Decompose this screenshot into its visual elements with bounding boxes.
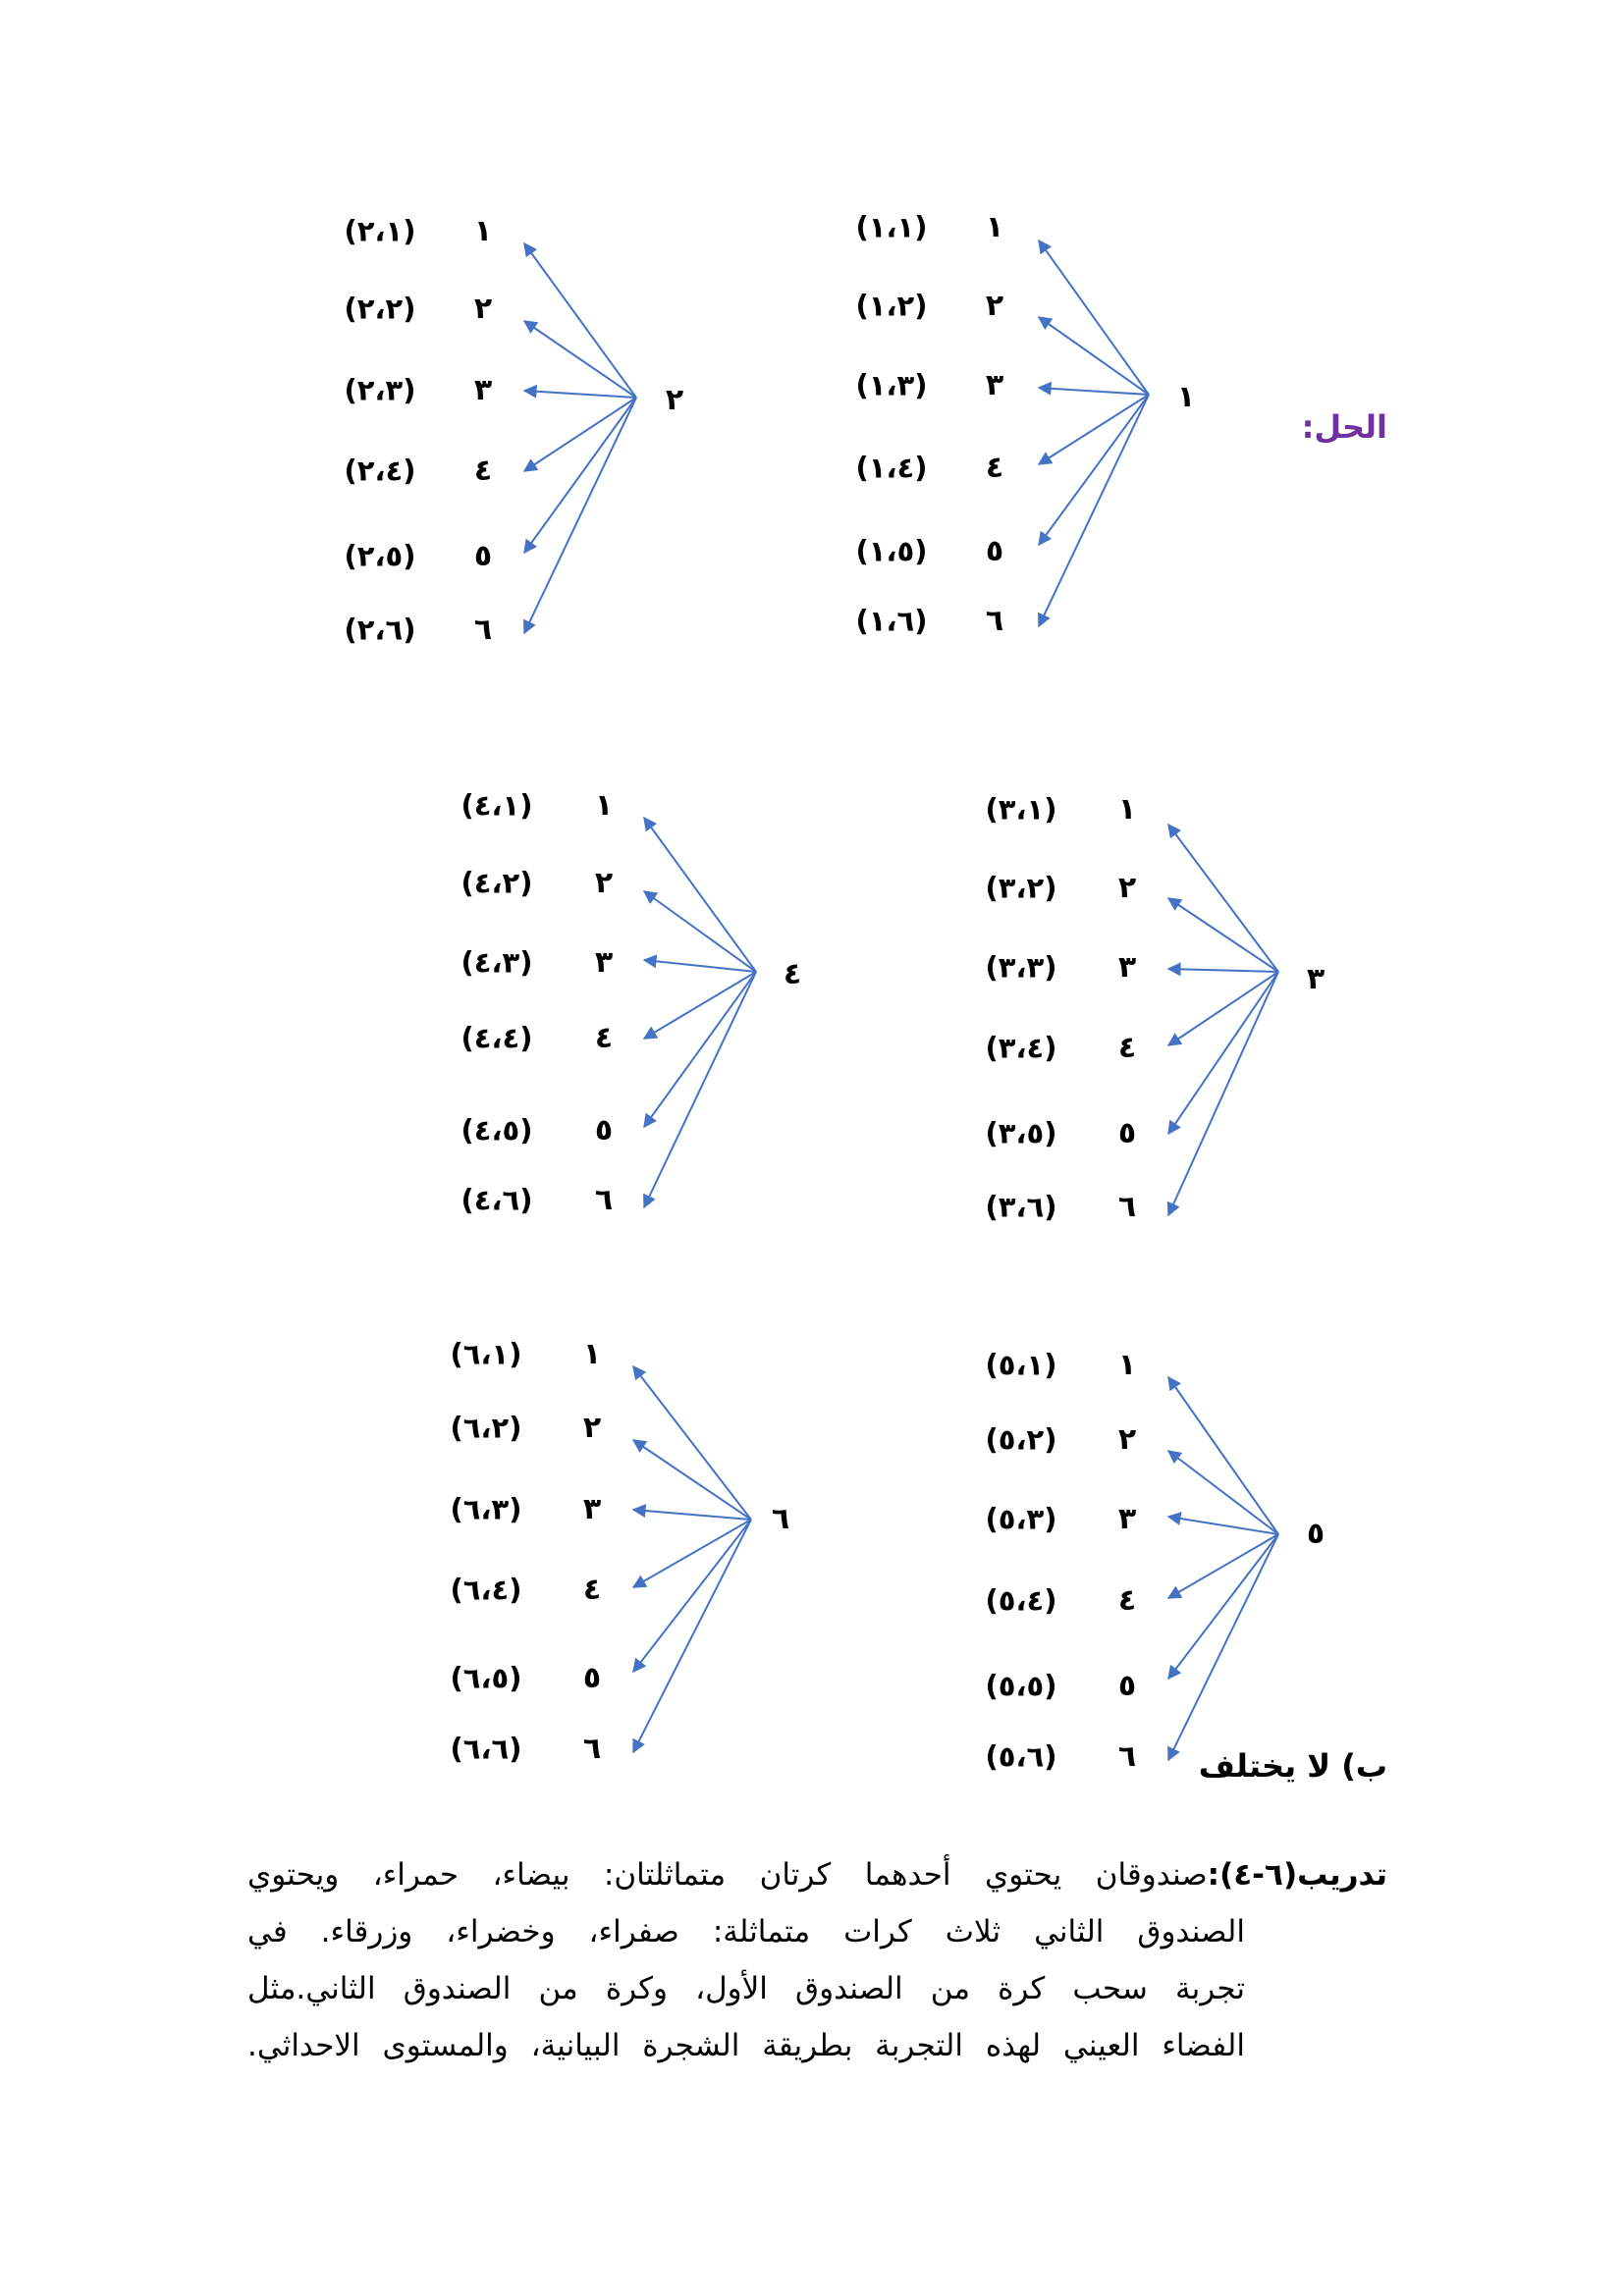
leaf-label: ٣ <box>985 368 1004 402</box>
outcome-pair: (٢،٢) <box>344 292 416 326</box>
outcome-pair: (٦،١) <box>450 1337 522 1371</box>
outcome-pair: (٢،٥) <box>344 539 416 573</box>
tree-4-arrow-5 <box>644 972 756 1127</box>
leaf-label: ٢ <box>1117 871 1137 905</box>
outcome-pair: (٥،٣) <box>985 1502 1057 1536</box>
outcome-pair: (٢،٤) <box>344 454 416 488</box>
leaf-label: ٣ <box>582 1492 602 1526</box>
tree-root: ٦ <box>771 1502 790 1536</box>
leaf-label: ٢ <box>985 289 1004 323</box>
outcome-pair: (٢،٦) <box>344 613 416 647</box>
exercise-line-2: الصندوق الثاني ثلاث كرات متماثلة: صفراء، وخضراء، وزرقاء. في <box>247 1914 1245 1949</box>
leaf-label: ٦ <box>594 1183 614 1217</box>
outcome-pair: (١،١) <box>855 210 928 244</box>
exercise-text: صندوقان يحتوي أحدهما كرتان متماثلتان: بيضاء، حمراء، ويحتوي <box>247 1857 1208 1893</box>
outcome-pair: (١،٤) <box>855 451 928 485</box>
leaf-label: ٤ <box>582 1573 602 1607</box>
outcome-pair: (٣،٦) <box>985 1190 1057 1224</box>
leaf-label: ٣ <box>1117 1502 1137 1536</box>
leaf-label: ٥ <box>594 1113 614 1148</box>
solution-label: الحل: <box>1301 408 1387 446</box>
leaf-label: ٤ <box>1117 1583 1137 1618</box>
outcome-pair: (١،٣) <box>855 368 928 402</box>
outcome-pair: (٤،٢) <box>460 866 533 900</box>
leaf-label: ٦ <box>1117 1190 1137 1224</box>
outcome-pair: (٥،٤) <box>985 1583 1057 1618</box>
tree-1-arrow-2 <box>1039 317 1149 395</box>
tree-2-arrow-1 <box>524 243 636 398</box>
leaf-label: ١ <box>582 1337 602 1371</box>
tree-3-arrow-2 <box>1168 898 1278 972</box>
outcome-pair: (٣،٢) <box>985 871 1057 905</box>
outcome-pair: (٥،٦) <box>985 1739 1057 1774</box>
tree-root: ٥ <box>1306 1517 1325 1551</box>
tree-5-arrow-1 <box>1168 1377 1278 1534</box>
leaf-label: ٥ <box>1117 1669 1137 1703</box>
tree-root: ٢ <box>665 383 684 417</box>
outcome-pair: (٢،٣) <box>344 373 416 407</box>
leaf-label: ٢ <box>473 292 493 326</box>
outcome-pair: (٢،١) <box>344 214 416 248</box>
tree-5-arrow-5 <box>1168 1534 1278 1679</box>
exercise-line-3: تجربة سحب كرة من الصندوق الأول، وكرة من الصندوق الثاني.مثل <box>247 1971 1245 2006</box>
tree-5-arrow-3 <box>1168 1517 1278 1534</box>
outcome-pair: (٤،٣) <box>460 945 533 980</box>
leaf-label: ٢ <box>1117 1422 1137 1457</box>
leaf-label: ٢ <box>582 1411 602 1445</box>
tree-4-arrow-1 <box>644 818 756 972</box>
leaf-label: ٥ <box>1117 1116 1137 1150</box>
tree-6-arrow-3 <box>633 1510 751 1520</box>
tree-6-arrow-5 <box>633 1520 751 1672</box>
outcome-pair: (١،٢) <box>855 289 928 323</box>
outcome-pair: (٣،٤) <box>985 1031 1057 1065</box>
outcome-pair: (٥،١) <box>985 1348 1057 1382</box>
tree-root: ٤ <box>783 957 802 991</box>
leaf-label: ١ <box>594 788 614 823</box>
tree-5-arrow-2 <box>1168 1451 1278 1534</box>
outcome-pair: (٤،٦) <box>460 1183 533 1217</box>
tree-3-arrow-5 <box>1168 972 1278 1134</box>
tree-4-arrow-3 <box>644 960 756 972</box>
exercise-title: تدريب(٦-٤): <box>1207 1857 1387 1893</box>
leaf-label: ١ <box>1117 1348 1137 1382</box>
tree-2-arrow-6 <box>524 398 636 633</box>
tree-1-arrow-1 <box>1039 240 1149 395</box>
tree-2-arrow-3 <box>524 391 636 398</box>
leaf-label: ٥ <box>985 534 1004 568</box>
outcome-pair: (٣،١) <box>985 792 1057 827</box>
leaf-label: ٤ <box>1117 1031 1137 1065</box>
exercise-line-4: الفضاء العيني لهذه التجربة بطريقة الشجرة البيانية، والمستوى الاحداثي. <box>247 2028 1245 2063</box>
exercise-line-1 <box>247 1846 1387 1903</box>
leaf-label: ٦ <box>1117 1739 1137 1774</box>
tree-3-arrow-1 <box>1168 825 1278 972</box>
tree-4-arrow-2 <box>644 891 756 972</box>
leaf-label: ١ <box>473 214 493 248</box>
leaf-label: ٦ <box>473 613 493 647</box>
leaf-label: ٣ <box>473 373 493 407</box>
outcome-pair: (٤،٤) <box>460 1021 533 1055</box>
leaf-label: ٤ <box>473 454 493 488</box>
tree-root: ١ <box>1176 380 1196 414</box>
outcome-pair: (٤،١) <box>460 788 533 823</box>
leaf-label: ٤ <box>985 451 1004 485</box>
tree-2-arrow-5 <box>524 398 636 553</box>
leaf-label: ٣ <box>1117 950 1137 985</box>
outcome-pair: (٤،٥) <box>460 1113 533 1148</box>
tree-4-arrow-6 <box>644 972 756 1207</box>
exercise-paragraph <box>247 1846 1387 2074</box>
outcome-pair: (٦،٤) <box>450 1573 522 1607</box>
outcome-pair: (٦،٣) <box>450 1492 522 1526</box>
outcome-pair: (٥،٥) <box>985 1669 1057 1703</box>
outcome-pair: (٣،٣) <box>985 950 1057 985</box>
answer-b: ب) لا يختلف <box>1198 1747 1387 1785</box>
leaf-label: ٥ <box>473 539 493 573</box>
leaf-label: ١ <box>985 210 1004 244</box>
tree-5-arrow-6 <box>1168 1534 1278 1760</box>
outcome-pair: (١،٥) <box>855 534 928 568</box>
leaf-label: ٦ <box>582 1732 602 1766</box>
tree-6-arrow-2 <box>633 1440 751 1520</box>
outcome-pair: (٦،٢) <box>450 1411 522 1445</box>
outcome-pair: (٦،٥) <box>450 1661 522 1695</box>
leaf-label: ٣ <box>594 945 614 980</box>
outcome-pair: (١،٦) <box>855 604 928 638</box>
tree-6-arrow-1 <box>633 1366 751 1520</box>
leaf-label: ٥ <box>582 1661 602 1695</box>
leaf-label: ٢ <box>594 866 614 900</box>
tree-root: ٣ <box>1306 962 1325 996</box>
tree-2-arrow-2 <box>524 321 636 398</box>
tree-1-arrow-3 <box>1039 388 1149 395</box>
tree-1-arrow-5 <box>1039 395 1149 545</box>
tree-3-arrow-3 <box>1168 969 1278 972</box>
leaf-label: ٤ <box>594 1021 614 1055</box>
outcome-pair: (٣،٥) <box>985 1116 1057 1150</box>
leaf-label: ١ <box>1117 792 1137 827</box>
outcome-pair: (٦،٦) <box>450 1732 522 1766</box>
outcome-pair: (٥،٢) <box>985 1422 1057 1457</box>
leaf-label: ٦ <box>985 604 1004 638</box>
